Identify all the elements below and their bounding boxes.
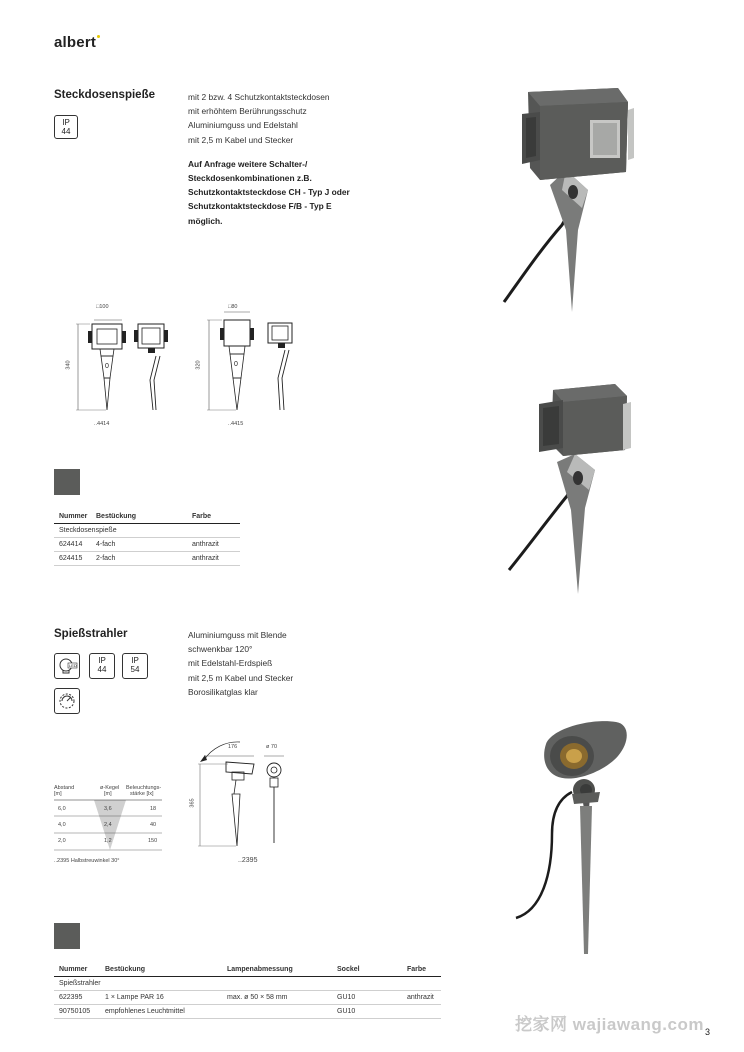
beam-lux: 18 [150,806,157,812]
desc-line: mit 2 bzw. 4 Schutzkontaktsteckdosen [188,92,330,102]
svg-text:0: 0 [105,363,109,370]
led-lamp-icon [54,653,80,679]
table-header-row [54,964,441,977]
color-swatch-anthracite [54,469,80,495]
table-row [54,538,240,552]
spot-drawing-height: 365 [189,798,196,808]
beam-head-illum: Beleuchtungs- [126,785,162,791]
note-line: Auf Anfrage weitere Schalter-/ [188,158,308,169]
ip-value: 54 [130,664,140,674]
section2-description [188,628,388,699]
note-line: Steckdosenkombinationen z.B. [188,173,312,184]
note-line: möglich. [188,215,223,226]
technical-drawings-socket-spikes [66,298,296,433]
cell-number: 622395 [54,991,105,1005]
product-photo-socket-spike-4 [500,80,640,315]
desc-line: Aluminiumguss mit Blende [188,630,287,640]
desc-line: schwenkbar 120° [188,644,253,655]
col-header: Bestückung [96,511,192,524]
col-header: Farbe [192,511,240,524]
beam-caption: ..2395 Halbstreuwinkel 30° [54,858,120,864]
beam-head-illum-unit: stärke [lx] [130,791,154,797]
cell-color: anthrazit [192,538,240,552]
spot-drawing-width: 176 [228,744,238,750]
desc-line: mit 2,5 m Kabel und Stecker [188,672,294,683]
product-photo-socket-spike-2 [505,378,640,598]
watermark: 挖家网 wajiawang.com [515,1015,704,1034]
section1-product-table [54,511,240,566]
cell-lamp-size: max. ø 50 × 58 mm [227,991,337,1005]
col-header: Sockel [337,964,407,977]
spot-drawing-code: ..2395 [238,857,258,864]
ip44-badge [54,115,78,139]
section1-description [188,90,408,228]
drawing1-width: □100 [96,304,109,310]
cell-config: 1 × Lampe PAR 16 [105,991,227,1005]
beam-distance: 6,0 [58,806,66,812]
note-line: Schutzkontaktsteckdose CH - Typ J oder [188,187,350,198]
table-row [54,1005,441,1019]
beam-cone: 3,6 [104,806,112,812]
table-row [54,552,240,566]
spot-drawing-diameter: ø 70 [266,744,278,750]
col-header: Nummer [54,511,96,524]
cell-number: 90750105 [54,1005,105,1019]
table-group-row [54,977,441,991]
product-photo-spotlight [512,714,637,959]
group-label: Spießstrahler [54,977,441,991]
beam-lux: 40 [150,822,157,828]
cell-number: 624415 [54,552,96,566]
drawing2-height: 320 [195,360,202,370]
col-header: Bestückung [105,964,227,977]
cell-color: anthrazit [407,991,441,1005]
desc-line: mit erhöhtem Berührungsschutz [188,106,307,117]
page-number: 3 [704,1027,710,1037]
col-header: Lampenabmessung [227,964,337,977]
cell-lamp-size [227,1005,337,1019]
desc-line: Aluminiumguss und Edelstahl [188,120,298,131]
desc-line: mit Edelstahl-Erdspieß [188,658,273,669]
col-header: Nummer [54,964,105,977]
beam-head-cone: ø-Kegel [100,785,120,791]
cell-config: 4-fach [96,538,192,552]
beam-spread-diagram [54,784,162,868]
beam-cone: 2,4 [104,822,112,828]
ip54-badge [122,653,148,679]
svg-text:LED: LED [69,663,77,668]
cell-color: anthrazit [192,552,240,566]
section2-product-table [54,964,441,1019]
beam-cone: 1,2 [104,838,112,844]
desc-line: mit 2,5 m Kabel und Stecker [188,134,294,145]
logo-dot [97,35,100,38]
cell-config: 2-fach [96,552,192,566]
beam-distance: 4,0 [58,822,66,828]
color-swatch-anthracite [54,923,80,949]
cell-config: empfohlenes Leuchtmittel [105,1005,227,1019]
beam-lux: 150 [148,838,158,844]
cell-socket: GU10 [337,991,407,1005]
ip44-badge [89,653,115,679]
desc-line: Borosilikatglas klar [188,686,258,697]
table-group-row [54,524,240,538]
svg-text:0: 0 [234,361,238,368]
table-header-row [54,511,240,524]
drawing2-code: ..4415 [228,421,244,427]
drawing2-width: □80 [228,304,238,310]
technical-drawing-spotlight [190,738,300,863]
note-line: Schutzkontaktsteckdose F/B - Typ E [188,201,332,212]
ip-value: 44 [97,664,107,674]
section2-title: Spießstrahler [54,628,128,640]
ip-label: IP [131,656,139,665]
table-row [54,991,441,1005]
adjustable-beam-icon [54,688,80,714]
ip-label: IP [62,118,70,127]
drawing1-height: 340 [65,360,72,370]
beam-head-distance: Abstand [54,785,75,791]
ip-value: 44 [61,126,71,136]
drawing1-code: ..4414 [94,421,110,427]
cell-color [407,1005,441,1019]
cell-socket: GU10 [337,1005,407,1019]
brand-logo [54,34,100,51]
beam-head-cone-unit: [m] [104,791,112,797]
ip-label: IP [98,656,106,665]
beam-distance: 2,0 [58,838,66,844]
col-header: Farbe [407,964,441,977]
section1-title: Steckdosenspieße [54,89,155,101]
group-label: Steckdosenspieße [54,524,240,538]
cell-number: 624414 [54,538,96,552]
beam-head-distance-unit: [m] [54,791,62,797]
brand-name: albert [54,34,97,51]
